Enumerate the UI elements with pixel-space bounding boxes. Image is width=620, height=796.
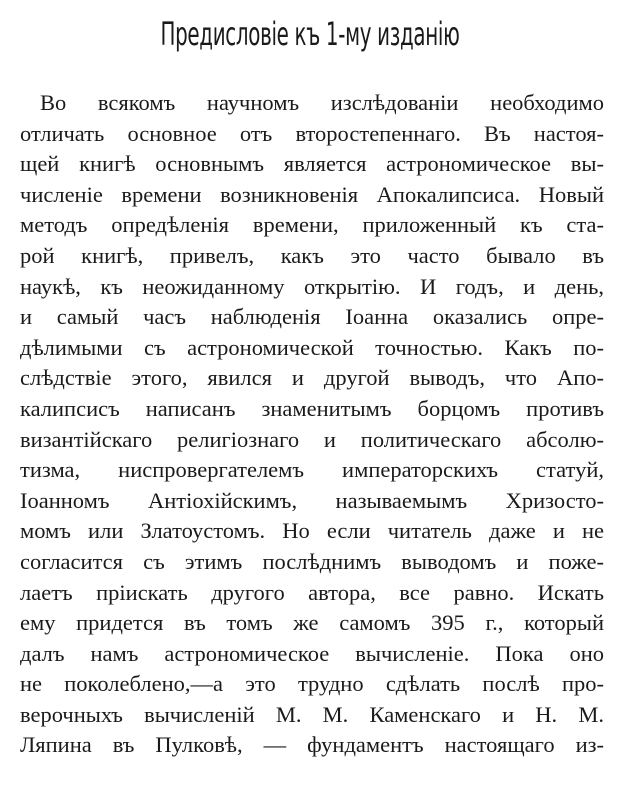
- page-heading: Предисловіе къ 1-му изданію: [160, 15, 460, 53]
- text-line: калипсисъ написанъ знаменитымъ борцомъ противъ: [20, 395, 604, 421]
- text-line: численіе времени возникновенія Апокалипсиса. Новый: [20, 181, 604, 207]
- text-line: Во всякомъ научномъ изслѣдованіи необходимо: [40, 90, 604, 115]
- text-line: Ляпина въ Пулковѣ, — фундаментъ настоящаго из-: [20, 732, 604, 758]
- text-line: согласится съ этимъ послѣднимъ выводомъ и поже-: [20, 548, 604, 574]
- text-line: Іоанномъ Антіохійскимъ, называемымъ Хризосто-: [20, 487, 604, 513]
- text-line: отличать основное отъ второстепеннаго. Въ настоя-: [20, 120, 604, 146]
- text-line: наукѣ, къ неожиданному открытію. И годъ, и день,: [20, 273, 604, 299]
- text-line: методъ опредѣленія времени, приложенный къ ста-: [20, 212, 604, 238]
- text-line: рой книгѣ, привелъ, какъ это часто бывало въ: [20, 242, 604, 268]
- text-line: щей книгѣ основнымъ является астрономическое вы-: [20, 151, 604, 177]
- text-line: лаетъ пріискать другого автора, все равно. Искать: [20, 579, 604, 605]
- text-line: момъ или Златоустомъ. Но если читатель даже и не: [20, 518, 604, 544]
- text-line: ему придется въ томъ же самомъ 395 г., который: [20, 610, 604, 636]
- text-line: тизма, ниспровергателемъ императорскихъ статуй,: [20, 457, 604, 483]
- text-line: и самый часъ наблюденія Іоанна оказались опре-: [20, 304, 604, 330]
- preface-paragraph: [20, 88, 604, 761]
- text-line: далъ намъ астрономическое вычисленіе. Пока оно: [20, 640, 604, 666]
- text-line: дѣлимыми съ астрономической точностью. Какъ по-: [20, 334, 604, 360]
- text-line: слѣдствіе этого, явился и другой выводъ, что Апо-: [20, 365, 604, 391]
- text-line: византійскаго религіознаго и политическаго абсолю-: [20, 426, 604, 452]
- text-line: не поколеблено,—а это трудно сдѣлать послѣ про-: [20, 671, 604, 697]
- text-line: верочныхъ вычисленій М. М. Каменскаго и Н. М.: [20, 701, 604, 727]
